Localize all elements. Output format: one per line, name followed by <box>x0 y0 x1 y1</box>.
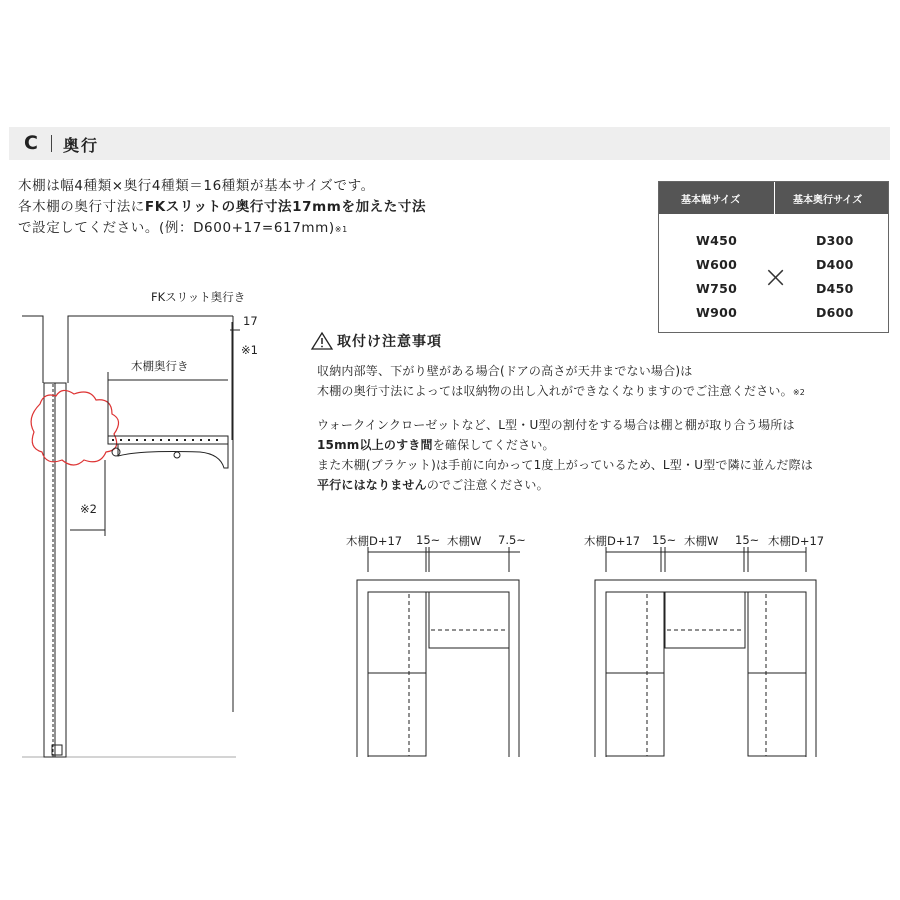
l-room-inner <box>368 592 509 757</box>
caution-p2-line1: ウォークインクローゼットなど、L型・U型の割付をする場合は棚と棚が取り合う場所は <box>317 418 795 432</box>
layout-l-diagram <box>357 547 520 757</box>
caution-p2-line2-rest: を確保してください。 <box>432 438 555 452</box>
section-title: 奥行 <box>63 136 100 155</box>
width-item: W900 <box>696 305 738 320</box>
warning-icon <box>312 333 332 349</box>
intro-line-2-prefix: 各木棚の奥行寸法に <box>18 199 145 215</box>
l-label-depth: 木棚D+17 <box>346 534 403 548</box>
l-label-width: 木棚W <box>447 534 482 548</box>
l-shelf-left <box>368 592 426 756</box>
caution-p2-bold-2: 平行にはなりません <box>317 478 427 492</box>
paragraph-gap <box>317 403 813 415</box>
caution-p1-line2-text: 木棚の奥行寸法によっては収納物の出し入れができなくなりますのでご注意ください。 <box>317 384 793 398</box>
section-letter: C <box>24 132 38 154</box>
slit-value-label: 17 <box>243 314 258 328</box>
intro-note-1: ※1 <box>334 225 348 234</box>
caution-p1-line2 <box>317 381 813 403</box>
side-diagram <box>22 316 240 757</box>
wall-left-top <box>22 316 43 383</box>
slit-depth-label: FKスリット奥行き <box>151 290 246 304</box>
caution-p2-line3: また木棚(ブラケット)は手前に向かって1度上がっているため、L型・U型で隣に並んだ際は <box>317 458 813 472</box>
bracket-screw <box>112 448 120 456</box>
u-room-outer <box>595 580 816 757</box>
l-label-gap: 15~ <box>416 533 441 547</box>
u-shelf-left <box>606 592 664 756</box>
caution-p1-line1: 収納内部等、下がり壁がある場合(ドアの高さが天井までない場合)は <box>317 364 693 378</box>
note2-label: ※2 <box>80 502 97 516</box>
depth-item: D450 <box>816 281 854 296</box>
caution-body <box>317 361 813 495</box>
intro-line-3-text: で設定してください。(例：D600+17=617mm) <box>18 220 335 236</box>
width-header: 基本幅サイズ <box>681 195 741 206</box>
depth-header: 基本奥行サイズ <box>793 195 863 206</box>
caution-note-2: ※2 <box>792 388 806 397</box>
l-shelf-top <box>429 592 509 648</box>
note1-label: ※1 <box>241 343 258 357</box>
l-room-outer <box>357 580 519 757</box>
u-shelf-top <box>665 592 745 648</box>
u-shelf-right <box>748 592 806 756</box>
caution-p2-line4-rest: のでご注意ください。 <box>426 478 549 492</box>
shelf-depth-label: 木棚奥行き <box>131 359 189 373</box>
bracket-hook <box>174 452 180 458</box>
u-label-depth-left: 木棚D+17 <box>584 534 641 548</box>
depth-item: D600 <box>816 305 854 320</box>
u-label-depth-right: 木棚D+17 <box>768 534 825 548</box>
width-item: W750 <box>696 281 738 296</box>
l-label-gap-end: 7.5~ <box>498 533 526 547</box>
times-icon: × <box>763 260 789 295</box>
intro-line-1: 木棚は幅4種類×奥行4種類＝16種類が基本サイズです。 <box>18 178 375 194</box>
u-label-width: 木棚W <box>684 534 719 548</box>
intro-line-2-bold: FKスリットの奥行寸法17mmを加えた寸法 <box>144 199 427 215</box>
u-room-inner <box>606 592 806 757</box>
layout-u-diagram <box>595 547 816 757</box>
u-label-gap-right: 15~ <box>735 533 760 547</box>
u-label-gap-left: 15~ <box>652 533 677 547</box>
depth-item: D300 <box>816 233 854 248</box>
shelf-bracket <box>118 444 228 468</box>
caution-p2-bold-1: 15mm以上のすき間 <box>317 438 433 452</box>
caution-p2-line2 <box>317 435 813 455</box>
depth-item: D400 <box>816 257 854 272</box>
caution-p2-line4 <box>317 475 813 495</box>
caution-title: 取付け注意事項 <box>337 334 442 350</box>
width-item: W600 <box>696 257 738 272</box>
width-item: W450 <box>696 233 738 248</box>
